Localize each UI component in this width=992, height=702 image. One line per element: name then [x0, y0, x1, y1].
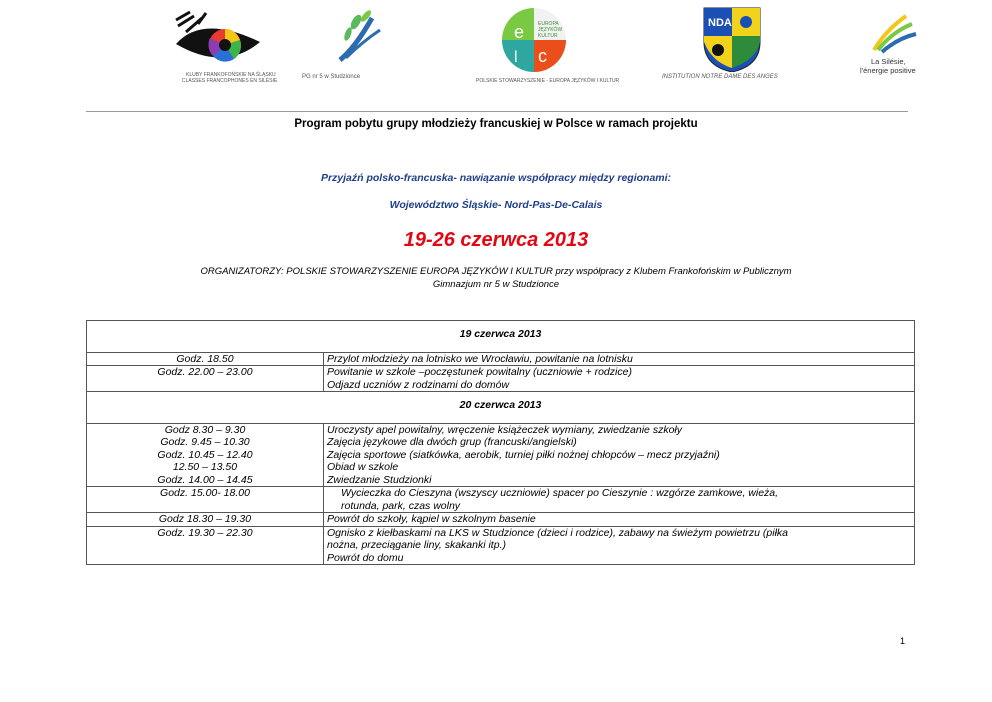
time-cell: Godz. 19.30 – 22.30: [87, 526, 324, 565]
desc-line: Odjazd uczniów z rodzinami do domów: [327, 378, 510, 391]
desc-cell: [324, 487, 915, 513]
desc-line: Uroczysty apel powitalny, wręczenie książeczek wymiany, zwiedzanie szkoły: [327, 423, 682, 436]
desc-cell: [324, 526, 915, 565]
page-number: 1: [900, 636, 906, 646]
svg-text:c: c: [538, 46, 547, 66]
la-silesie-logo: [856, 10, 936, 90]
day-heading-row: [87, 321, 915, 353]
time-cell: Godz. 22.00 – 23.00: [87, 366, 324, 392]
time-line: Godz. 10.45 – 12.40: [157, 448, 253, 461]
pg-caption: PG nr 5 w Studzionce: [302, 74, 361, 80]
elc-text-2: JĘZYKÓW: [538, 27, 563, 33]
day-heading-row: [87, 392, 915, 424]
event-dates: 19-26 czerwca 2013: [403, 229, 589, 251]
elc-caption: POLSKIE STOWARZYSZENIE - EUROPA JĘZYKÓW I KULTUR: [476, 78, 620, 84]
desc-line: Zajęcia językowe dla dwóch grup (francuski/angielski): [327, 436, 577, 448]
time-line: Godz 8.30 – 9.30: [164, 423, 246, 436]
time-line: 12.50 – 13.50: [172, 461, 238, 473]
elc-text-1: EUROPA: [538, 21, 559, 27]
silesie-line1: La Silésie,: [871, 57, 906, 66]
table-row: [87, 366, 915, 392]
svg-text:NDA: NDA: [708, 17, 732, 29]
desc-cell: [324, 423, 915, 487]
klub-caption-2: CLASSES FRANCOPHONES EN SILÉSIE: [182, 78, 278, 84]
regions-subtitle: Województwo Śląskie- Nord-Pas-De-Calais: [389, 199, 603, 211]
desc-cell: Powrót do szkoły, kąpiel w szkolnym basenie: [324, 513, 915, 527]
desc-cell: Przylot młodzieży na lotnisko we Wrocławiu, powitanie na lotnisku: [324, 352, 915, 366]
pg-studzionka-logo: [300, 8, 390, 86]
time-line: Godz. 14.00 – 14.45: [157, 473, 253, 486]
document-title: Program pobytu grupy młodzieży francuskiej w Polsce w ramach projektu: [294, 118, 698, 130]
table-row: [87, 352, 915, 366]
elc-text-3: KULTUR: [538, 33, 558, 39]
organizers: [0, 265, 992, 291]
time-cell: [87, 423, 324, 487]
nda-caption: INSTITUTION NOTRE DAME DES ANGES: [662, 74, 778, 80]
table-row: [87, 526, 915, 565]
day-heading: 20 czerwca 2013: [87, 392, 915, 424]
time-cell: Godz 18.30 – 19.30: [87, 513, 324, 527]
table-row: [87, 513, 915, 527]
logo-bar: [0, 0, 992, 100]
time-cell: Godz. 15.00- 18.00: [87, 487, 324, 513]
elc-logo: [478, 4, 618, 90]
desc-line: Powitanie w szkole –poczęstunek powitalny (uczniowie + rodzice): [327, 366, 632, 378]
header-rule: [86, 111, 908, 112]
desc-line: Obiad w szkole: [327, 461, 399, 473]
desc-line: Zwiedzanie Studzionki: [327, 473, 432, 486]
desc-line: Zajęcia sportowe (siatkówka, aerobik, turniej piłki nożnej chłopców – mecz przyjaźni): [327, 448, 720, 461]
table-row: [87, 423, 915, 487]
desc-line: rotunda, park, czas wolny: [341, 499, 461, 512]
desc-cell: [324, 366, 915, 392]
nda-shield-logo: [660, 6, 800, 90]
svg-text:l: l: [514, 49, 518, 66]
silesie-line2: l'énergie positive: [860, 66, 916, 75]
time-line: Godz. 9.45 – 10.30: [160, 436, 250, 448]
day-heading: 19 czerwca 2013: [87, 321, 915, 353]
project-subtitle: Przyjaźń polsko-francuska- nawiązanie współpracy między regionami:: [320, 172, 672, 184]
klub-frankofonski-eye-logo: [172, 10, 278, 84]
time-cell: Godz. 18.50: [87, 352, 324, 366]
organizers-line-1: ORGANIZATORZY: POLSKIE STOWARZYSZENIE EUROPA JĘZYKÓW I KULTUR przy współpracy z Klubem Frankofońskim w Publicznym: [200, 266, 792, 277]
desc-line: Powrót do domu: [327, 551, 404, 564]
desc-line: Wycieczka do Cieszyna (wszyscy uczniowie) spacer po Cieszynie : wzgórze zamkowe, wieża,: [341, 487, 779, 499]
desc-line: Ognisko z kiełbaskami na LKS w Studzionce (dzieci i rodzice), zabawy na świeżym powietrzu (piłka: [327, 526, 789, 539]
organizers-line-2: Gimnazjum nr 5 w Studzionce: [432, 279, 560, 290]
klub-caption-1: KLUBY FRANKOFOŃSKIE NA ŚLĄSKU: [186, 72, 276, 78]
table-row: [87, 487, 915, 513]
desc-line: nożna, przeciąganie liny, skakanki itp.): [327, 539, 506, 551]
schedule-table: [86, 320, 915, 565]
svg-text:e: e: [514, 22, 525, 42]
